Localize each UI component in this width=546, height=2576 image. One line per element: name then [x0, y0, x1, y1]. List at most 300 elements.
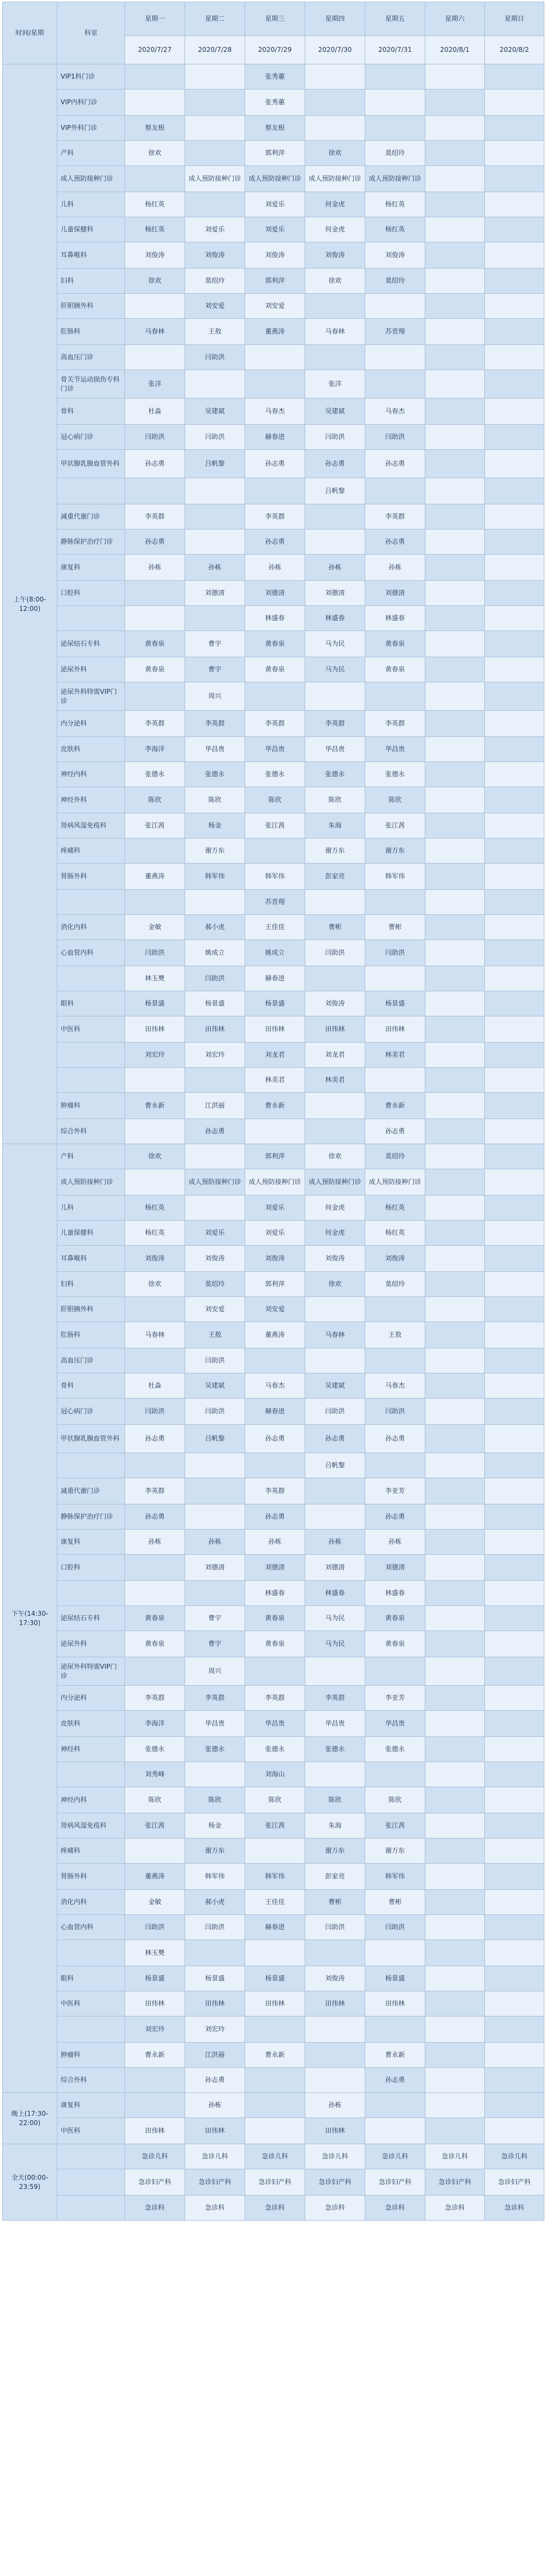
doctor-cell: 李英群 [185, 711, 245, 737]
doctor-cell: 刘宏玲 [125, 1043, 185, 1068]
schedule-row [3, 2118, 544, 2144]
doctor-cell: 孙志勇 [365, 2068, 425, 2093]
doctor-cell: 杨红英 [125, 192, 185, 217]
doctor-cell [425, 370, 485, 398]
doctor-cell: 杨红英 [365, 217, 425, 242]
doctor-cell [425, 242, 485, 269]
department-cell: 疼痛科 [57, 838, 125, 864]
department-cell [57, 1453, 125, 1478]
doctor-cell: 李英群 [305, 711, 365, 737]
doctor-cell: 急诊妇产科 [485, 2169, 544, 2196]
doctor-cell: 孙志勇 [365, 450, 425, 478]
schedule-row [3, 1221, 544, 1246]
doctor-cell [485, 1787, 544, 1813]
doctor-cell: 陈欣 [365, 1787, 425, 1813]
doctor-cell: 莫绍玲 [365, 141, 425, 166]
doctor-cell [425, 1322, 485, 1348]
doctor-cell [485, 1016, 544, 1043]
doctor-cell [485, 450, 544, 478]
doctor-cell: 林盛春 [245, 1581, 305, 1606]
doctor-cell: 李英群 [245, 504, 305, 530]
doctor-cell: 刘俊涛 [305, 1966, 365, 1991]
doctor-cell [305, 116, 365, 141]
department-cell: 泌尿结石专科 [57, 631, 125, 657]
doctor-cell [425, 864, 485, 890]
doctor-cell [245, 1657, 305, 1686]
doctor-cell: 刘宏玲 [185, 2016, 245, 2043]
doctor-cell: 刘安爱 [185, 294, 245, 319]
doctor-cell [485, 864, 544, 890]
weekday-header: 星期二 [185, 2, 245, 36]
doctor-cell [425, 1297, 485, 1322]
doctor-cell: 郭利萍 [245, 141, 305, 166]
doctor-cell [245, 478, 305, 504]
doctor-cell [125, 581, 185, 606]
doctor-cell [425, 1762, 485, 1787]
doctor-cell: 孙志勇 [365, 1504, 425, 1530]
doctor-cell [425, 1043, 485, 1068]
doctor-cell [125, 682, 185, 711]
doctor-cell [485, 1297, 544, 1322]
doctor-cell [305, 294, 365, 319]
doctor-cell [485, 682, 544, 711]
schedule-row [3, 631, 544, 657]
doctor-cell: 孙栋 [245, 555, 305, 581]
doctor-cell: 董燕涛 [245, 319, 305, 345]
doctor-cell: 成人预防接种门诊 [365, 166, 425, 192]
doctor-cell [425, 657, 485, 682]
doctor-cell: 林美君 [365, 1043, 425, 1068]
schedule-row [3, 737, 544, 762]
department-cell: 耳鼻喉科 [57, 242, 125, 269]
schedule-row [3, 2196, 544, 2221]
doctor-cell: 田伟林 [125, 2118, 185, 2144]
doctor-cell: 李英群 [305, 1686, 365, 1711]
doctor-cell [425, 504, 485, 530]
doctor-cell [425, 1144, 485, 1169]
doctor-cell [425, 1348, 485, 1373]
doctor-cell: 林盛春 [305, 606, 365, 631]
doctor-cell: 华昌贵 [365, 737, 425, 762]
doctor-cell: 李英群 [125, 504, 185, 530]
doctor-cell: 孙志勇 [365, 530, 425, 555]
doctor-cell [425, 141, 485, 166]
doctor-cell: 刘俊涛 [305, 991, 365, 1016]
doctor-cell: 成人预防接种门诊 [185, 1169, 245, 1195]
doctor-cell: 王敖 [185, 1322, 245, 1348]
doctor-cell: 董燕涛 [245, 1322, 305, 1348]
doctor-cell: 急诊儿科 [485, 2144, 544, 2169]
doctor-cell: 张江茜 [245, 813, 305, 838]
doctor-cell: 黄春泉 [245, 631, 305, 657]
doctor-cell [425, 1272, 485, 1297]
doctor-cell [365, 2118, 425, 2144]
doctor-cell: 马春杰 [245, 398, 305, 425]
department-cell: 心血管内科 [57, 940, 125, 966]
doctor-cell: 杨景盛 [365, 991, 425, 1016]
doctor-cell: 马春林 [305, 319, 365, 345]
doctor-cell: 杨红英 [365, 1195, 425, 1221]
doctor-cell: 陈欣 [125, 787, 185, 813]
doctor-cell: 徐欢 [305, 1272, 365, 1297]
doctor-cell: 周兴 [185, 682, 245, 711]
doctor-cell: 杨景盛 [185, 991, 245, 1016]
schedule-row [3, 1478, 544, 1504]
doctor-cell: 李英群 [125, 1478, 185, 1504]
doctor-cell: 田伟林 [185, 1991, 245, 2016]
doctor-cell: 刘俊涛 [245, 242, 305, 269]
doctor-cell [365, 1940, 425, 1966]
doctor-cell: 成人预防接种门诊 [245, 1169, 305, 1195]
doctor-cell: 刘俊涛 [185, 242, 245, 269]
doctor-cell: 张德永 [125, 762, 185, 787]
doctor-cell [125, 2093, 185, 2118]
doctor-cell: 郭利萍 [245, 1144, 305, 1169]
doctor-cell: 田伟林 [305, 2118, 365, 2144]
doctor-cell: 刘爱乐 [245, 1221, 305, 1246]
department-cell: 内分泌科 [57, 1686, 125, 1711]
doctor-cell: 急诊妇产科 [125, 2169, 185, 2196]
department-cell: 静脉保护治疗门诊 [57, 530, 125, 555]
doctor-cell: 张德永 [185, 762, 245, 787]
doctor-cell [245, 2093, 305, 2118]
schedule-row [3, 1940, 544, 1966]
schedule-row [3, 787, 544, 813]
doctor-cell: 王佳佳 [245, 915, 305, 940]
doctor-cell: 李英群 [185, 1686, 245, 1711]
department-cell: 产科 [57, 141, 125, 166]
doctor-cell: 闫助洪 [365, 425, 425, 450]
doctor-cell: 刘德清 [185, 1555, 245, 1581]
schedule-row [3, 425, 544, 450]
schedule-row [3, 2068, 544, 2093]
doctor-cell: 赫春进 [245, 966, 305, 991]
doctor-cell [185, 192, 245, 217]
doctor-cell [485, 631, 544, 657]
doctor-cell: 朱海 [305, 813, 365, 838]
doctor-cell [245, 2118, 305, 2144]
department-cell: 神经内科 [57, 1787, 125, 1813]
doctor-cell [485, 762, 544, 787]
doctor-cell: 刘俊涛 [305, 1246, 365, 1272]
doctor-cell: 刘俊涛 [365, 1246, 425, 1272]
doctor-cell: 曹彬 [305, 915, 365, 940]
doctor-cell: 郭利萍 [245, 269, 305, 294]
doctor-cell: 黄春泉 [125, 1631, 185, 1657]
doctor-cell: 徐欢 [305, 1144, 365, 1169]
schedule-row [3, 1686, 544, 1711]
department-cell: 儿科 [57, 1195, 125, 1221]
schedule-row [3, 319, 544, 345]
doctor-cell [365, 1657, 425, 1686]
department-cell: 泌尿外科特需VIP门诊 [57, 682, 125, 711]
weekday-header: 星期六 [425, 2, 485, 36]
doctor-cell [425, 1169, 485, 1195]
doctor-cell: 韩军伟 [365, 1864, 425, 1890]
doctor-cell [485, 1737, 544, 1762]
doctor-cell [125, 1348, 185, 1373]
doctor-cell [485, 166, 544, 192]
doctor-cell [425, 1555, 485, 1581]
doctor-cell: 急诊妇产科 [305, 2169, 365, 2196]
doctor-cell: 韩军伟 [245, 864, 305, 890]
schedule-row [3, 2169, 544, 2196]
doctor-cell [425, 1478, 485, 1504]
doctor-cell: 刘俊涛 [125, 1246, 185, 1272]
doctor-cell [485, 1453, 544, 1478]
doctor-cell [425, 555, 485, 581]
department-cell [57, 2016, 125, 2043]
doctor-cell [365, 2093, 425, 2118]
doctor-cell [185, 1504, 245, 1530]
doctor-cell: 刘秀峰 [125, 1762, 185, 1787]
doctor-cell: 曹宇 [185, 657, 245, 682]
doctor-cell: 林盛春 [245, 606, 305, 631]
department-cell: 眼科 [57, 1966, 125, 1991]
doctor-cell [425, 1195, 485, 1221]
doctor-cell [485, 1762, 544, 1787]
doctor-cell: 华昌贵 [185, 1711, 245, 1737]
doctor-cell [425, 294, 485, 319]
doctor-cell: 急诊儿科 [185, 2144, 245, 2169]
department-cell: 康复科 [57, 2093, 125, 2118]
department-cell: 高血压门诊 [57, 345, 125, 370]
department-cell: 肾病风湿免疫科 [57, 813, 125, 838]
doctor-cell [185, 64, 245, 90]
doctor-cell: 徐欢 [125, 141, 185, 166]
doctor-cell: 董燕涛 [125, 1864, 185, 1890]
doctor-cell: 姚成立 [245, 940, 305, 966]
doctor-cell: 杜淼 [125, 398, 185, 425]
doctor-cell [485, 192, 544, 217]
doctor-cell [425, 915, 485, 940]
time-weekday-header: 时间/星期 [3, 2, 57, 64]
doctor-cell: 林盛春 [305, 1581, 365, 1606]
department-cell: 内分泌科 [57, 711, 125, 737]
doctor-cell [245, 2016, 305, 2043]
department-cell: 神经内科 [57, 762, 125, 787]
doctor-cell: 孙志勇 [125, 1425, 185, 1453]
doctor-cell: 刘德清 [305, 1555, 365, 1581]
doctor-cell: 谢万东 [185, 838, 245, 864]
doctor-cell [425, 890, 485, 915]
department-cell: 消化内科 [57, 915, 125, 940]
doctor-cell: 黄春泉 [365, 657, 425, 682]
doctor-cell: 曹宇 [185, 1606, 245, 1631]
doctor-cell: 急诊科 [485, 2196, 544, 2221]
doctor-cell: 蔡友根 [245, 116, 305, 141]
doctor-cell: 马春林 [125, 319, 185, 345]
doctor-cell [485, 2093, 544, 2118]
doctor-cell: 张秀蕙 [245, 64, 305, 90]
doctor-cell [485, 1657, 544, 1686]
schedule-row [3, 762, 544, 787]
outpatient-schedule-table [2, 2, 544, 2221]
schedule-row [3, 1555, 544, 1581]
department-cell: 皮肤科 [57, 1711, 125, 1737]
doctor-cell: 吕帆黎 [305, 1453, 365, 1478]
doctor-cell: 田伟林 [365, 1016, 425, 1043]
doctor-cell [425, 1686, 485, 1711]
doctor-cell: 闫助洪 [125, 940, 185, 966]
doctor-cell [485, 1940, 544, 1966]
doctor-cell [425, 1711, 485, 1737]
doctor-cell [425, 450, 485, 478]
doctor-cell: 苏晋翔 [245, 890, 305, 915]
doctor-cell: 林玉僰 [125, 1940, 185, 1966]
weekday-header: 星期五 [365, 2, 425, 36]
doctor-cell [425, 90, 485, 116]
schedule-row [3, 1631, 544, 1657]
doctor-cell [125, 1839, 185, 1864]
doctor-cell [485, 504, 544, 530]
schedule-row [3, 345, 544, 370]
doctor-cell: 闫助洪 [305, 940, 365, 966]
department-cell: 泌尿结石专科 [57, 1606, 125, 1631]
doctor-cell [485, 1425, 544, 1453]
doctor-cell [485, 1043, 544, 1068]
schedule-row [3, 504, 544, 530]
doctor-cell: 曹永新 [245, 2043, 305, 2068]
doctor-cell [305, 1478, 365, 1504]
schedule-row [3, 1762, 544, 1787]
time-period-cell: 晚上(17:30-22:00) [3, 2093, 57, 2144]
doctor-cell [185, 1478, 245, 1504]
doctor-cell: 张德永 [125, 1737, 185, 1762]
doctor-cell: 刘安爱 [245, 1297, 305, 1322]
doctor-cell: 杨景盛 [125, 991, 185, 1016]
doctor-cell: 陈欣 [185, 1787, 245, 1813]
doctor-cell [125, 294, 185, 319]
schedule-row [3, 581, 544, 606]
date-cell: 2020/7/28 [185, 36, 245, 64]
doctor-cell: 莫绍玲 [365, 1144, 425, 1169]
department-cell [57, 606, 125, 631]
schedule-row [3, 991, 544, 1016]
doctor-cell [305, 345, 365, 370]
schedule-row [3, 1864, 544, 1890]
doctor-cell: 孙志勇 [245, 1425, 305, 1453]
doctor-cell: 孙志勇 [245, 450, 305, 478]
schedule-row [3, 966, 544, 991]
doctor-cell: 马为民 [305, 657, 365, 682]
department-cell: VIP1科门诊 [57, 64, 125, 90]
doctor-cell [125, 1297, 185, 1322]
doctor-cell: 江洪丽 [185, 1093, 245, 1119]
doctor-cell: 杨景盛 [245, 991, 305, 1016]
doctor-cell: 孙栋 [185, 2093, 245, 2118]
doctor-cell: 何金虎 [305, 1221, 365, 1246]
department-cell: 高血压门诊 [57, 1348, 125, 1373]
doctor-cell [485, 1119, 544, 1144]
date-cell: 2020/7/31 [365, 36, 425, 64]
doctor-cell [425, 1991, 485, 2016]
doctor-cell [425, 1119, 485, 1144]
doctor-cell: 刘俊涛 [305, 242, 365, 269]
doctor-cell [365, 478, 425, 504]
doctor-cell: 金敏 [125, 1890, 185, 1915]
department-cell: 产科 [57, 1144, 125, 1169]
doctor-cell [485, 530, 544, 555]
department-cell: 儿童保健科 [57, 1221, 125, 1246]
schedule-row [3, 1966, 544, 1991]
doctor-cell: 刘俊涛 [125, 242, 185, 269]
doctor-cell: 曹宇 [185, 1631, 245, 1657]
doctor-cell [425, 269, 485, 294]
doctor-cell: 孙栋 [125, 555, 185, 581]
doctor-cell: 孙志勇 [365, 1425, 425, 1453]
doctor-cell: 刘爱乐 [185, 217, 245, 242]
doctor-cell [485, 1631, 544, 1657]
doctor-cell [245, 370, 305, 398]
doctor-cell [185, 1144, 245, 1169]
department-cell: 冠心病门诊 [57, 425, 125, 450]
doctor-cell: 谢万东 [365, 838, 425, 864]
doctor-cell: 林美君 [305, 1068, 365, 1093]
time-period-cell: 上午(8:00-12:00) [3, 64, 57, 1144]
department-cell: 胃肠外科 [57, 1864, 125, 1890]
doctor-cell [245, 682, 305, 711]
doctor-cell: 徐欢 [125, 1272, 185, 1297]
doctor-cell [305, 1657, 365, 1686]
doctor-cell: 刘爱乐 [245, 1195, 305, 1221]
doctor-cell: 成人预防接种门诊 [305, 1169, 365, 1195]
department-cell: 甲状腺乳腺血管外科 [57, 450, 125, 478]
doctor-cell: 急诊儿科 [425, 2144, 485, 2169]
department-cell: 中医科 [57, 1016, 125, 1043]
doctor-cell: 刘爱乐 [185, 1221, 245, 1246]
doctor-cell: 杨红英 [125, 1221, 185, 1246]
department-cell: 减重代谢门诊 [57, 1478, 125, 1504]
doctor-cell: 曹永新 [125, 1093, 185, 1119]
schedule-row [3, 1787, 544, 1813]
doctor-cell [305, 1504, 365, 1530]
doctor-cell: 急诊妇产科 [425, 2169, 485, 2196]
doctor-cell [485, 890, 544, 915]
doctor-cell: 曹永新 [365, 2043, 425, 2068]
schedule-row [3, 192, 544, 217]
department-cell: 口腔科 [57, 1555, 125, 1581]
department-cell: 泌尿外科特需VIP门诊 [57, 1657, 125, 1686]
doctor-cell: 孙栋 [365, 1530, 425, 1555]
doctor-cell: 闫助洪 [185, 1915, 245, 1940]
doctor-cell [485, 141, 544, 166]
doctor-cell [305, 90, 365, 116]
department-cell: 肿瘤科 [57, 2043, 125, 2068]
doctor-cell [425, 1581, 485, 1606]
doctor-cell: 孙志勇 [305, 450, 365, 478]
schedule-row [3, 1606, 544, 1631]
doctor-cell [365, 294, 425, 319]
schedule-row [3, 1068, 544, 1093]
doctor-cell: 张德永 [365, 762, 425, 787]
doctor-cell [485, 813, 544, 838]
doctor-cell [485, 1195, 544, 1221]
doctor-cell: 闫助洪 [185, 966, 245, 991]
schedule-row [3, 711, 544, 737]
doctor-cell: 田伟林 [185, 2118, 245, 2144]
doctor-cell: 李亚芳 [365, 1478, 425, 1504]
doctor-cell [365, 1068, 425, 1093]
doctor-cell: 马春杰 [365, 1373, 425, 1399]
schedule-row [3, 1915, 544, 1940]
doctor-cell: 张江茜 [245, 1813, 305, 1839]
doctor-cell: 杨景盛 [185, 1966, 245, 1991]
doctor-cell [425, 1399, 485, 1425]
doctor-cell [485, 1221, 544, 1246]
doctor-cell: 莫绍玲 [365, 269, 425, 294]
doctor-cell [485, 217, 544, 242]
